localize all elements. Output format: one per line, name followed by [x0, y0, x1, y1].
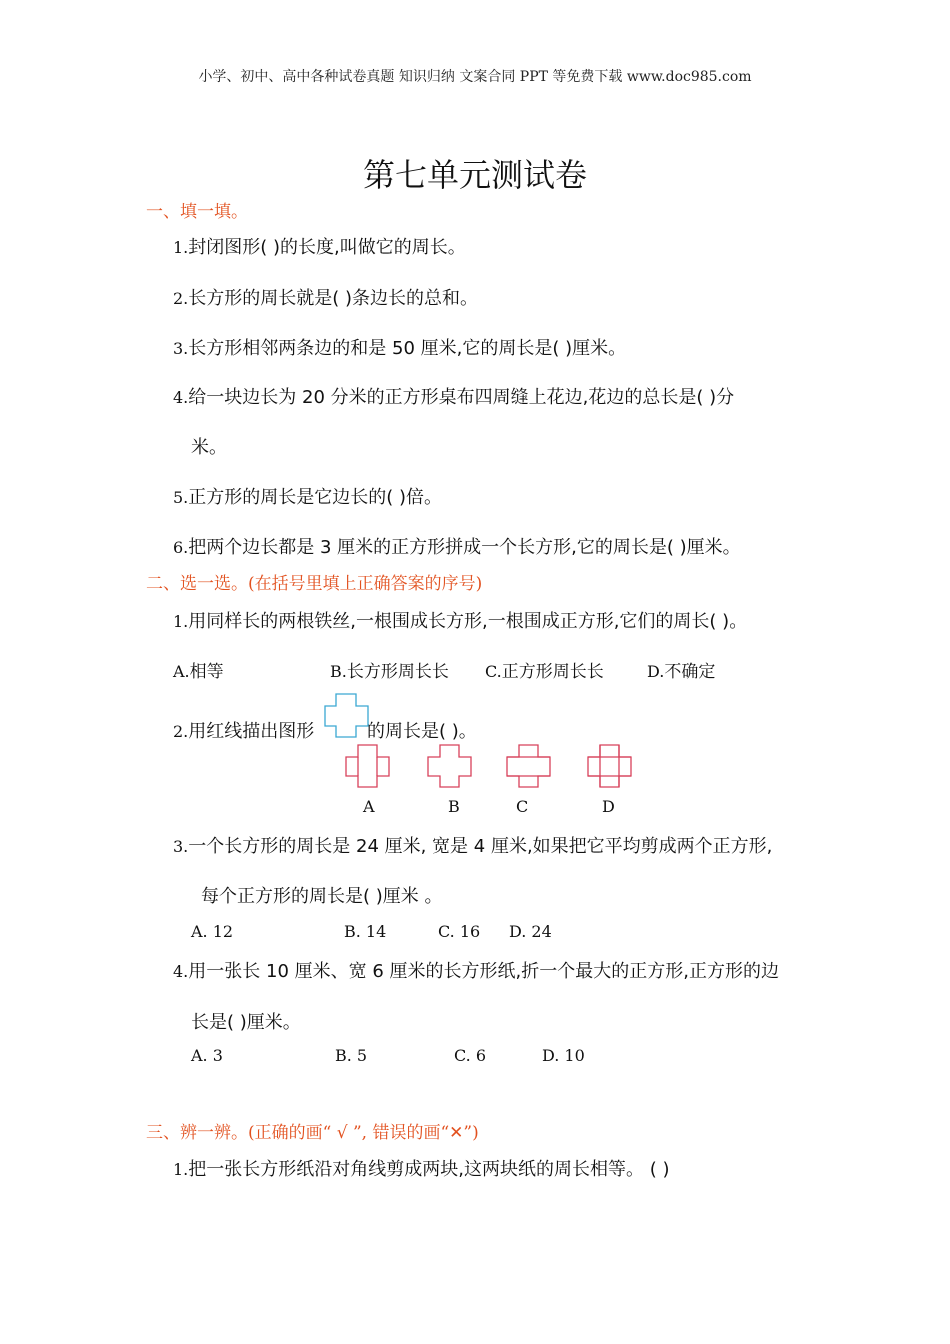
shape-label-b: B: [448, 797, 460, 816]
option-a-shape: [345, 744, 391, 788]
s2-question-3: [173, 832, 772, 858]
section-3-heading: 三、辨一辨。(正确的画“ √ ”, 错误的画“✕”): [146, 1123, 479, 1143]
s1-question-4-continued: 米。: [191, 437, 227, 458]
page-header-banner: 小学、初中、高中各种试卷真题 知识归纳 文案合同 PPT 等免费下载 www.doc985.com: [198, 69, 752, 85]
s1-question-4: [173, 383, 734, 409]
question-text: 长方形相邻两条边的和是 50 厘米,它的周长是( )厘米。: [188, 338, 627, 359]
question-text: 封闭图形( )的长度,叫做它的周长。: [188, 237, 466, 258]
option-text: 不确定: [664, 662, 716, 682]
question-text: 给一块边长为 20 分米的正方形桌布四周缝上花边,花边的总长是( )分: [188, 387, 735, 408]
question-text-before: 用红线描出图形: [188, 721, 315, 742]
question-number: 1.: [173, 238, 189, 257]
option-letter: C.: [485, 662, 502, 681]
option-text: 正方形周长长: [501, 662, 604, 682]
s2-question-2-end: 的周长是( )。: [367, 721, 477, 742]
option-letter: A.: [173, 662, 190, 681]
s2-q1-option-c: [485, 657, 604, 682]
shape-label-d: D: [602, 797, 615, 816]
question-text: 用同样长的两根铁丝,一根围成长方形,一根围成正方形,它们的周长( )。: [188, 611, 748, 632]
option-text: 长方形周长长: [346, 662, 449, 682]
question-text: 用一张长 10 厘米、宽 6 厘米的长方形纸,折一个最大的正方形,正方形的边: [188, 961, 779, 982]
s2-q1-option-b: [330, 657, 449, 682]
question-text: 长方形的周长就是( )条边长的总和。: [188, 288, 479, 309]
question-text: 把两个边长都是 3 厘米的正方形拼成一个长方形,它的周长是( )厘米。: [188, 537, 741, 558]
s2-question-1: [173, 607, 747, 633]
s2-question-4-continued: 长是( )厘米。: [191, 1012, 301, 1033]
s1-question-3: [173, 334, 626, 360]
question-number: 3.: [173, 339, 189, 358]
s1-question-1: [173, 233, 466, 259]
cross-shape-outline: [325, 694, 368, 737]
question-number: 2.: [173, 289, 189, 308]
s1-question-2: [173, 284, 478, 310]
s2-q3-option-a: A. 12: [191, 922, 234, 941]
question-number: 2.: [173, 722, 189, 741]
shape-label-c: C: [516, 797, 529, 816]
s1-question-5: [173, 483, 442, 509]
section-1-heading: 一、填一填。: [146, 202, 248, 222]
question-number: 5.: [173, 488, 189, 507]
option-d-shape: [587, 744, 633, 788]
option-c-shape: [506, 744, 552, 788]
s2-q3-option-c: C. 16: [438, 922, 481, 941]
s2-q4-option-d: D. 10: [542, 1046, 585, 1065]
question-number: 4.: [173, 962, 189, 981]
s2-q3-option-d: D. 24: [509, 922, 552, 941]
page-title: 第七单元测试卷: [362, 156, 587, 194]
question-text: 一个长方形的周长是 24 厘米, 宽是 4 厘米,如果把它平均剪成两个正方形,: [188, 836, 773, 857]
s2-question-3-continued: 每个正方形的周长是( )厘米 。: [201, 886, 443, 907]
s2-q1-option-a: [173, 657, 224, 682]
question-number: 4.: [173, 388, 189, 407]
s1-question-6: [173, 533, 741, 559]
question-text: 把一张长方形纸沿对角线剪成两块,这两块纸的周长相等。 ( ): [188, 1159, 670, 1180]
s2-q1-option-d: [647, 657, 715, 682]
s2-question-4: [173, 957, 779, 983]
s2-q4-option-a: A. 3: [191, 1046, 223, 1065]
section-2-heading: 二、选一选。(在括号里填上正确答案的序号): [146, 574, 483, 594]
question-number: 1.: [173, 612, 189, 631]
s3-question-1: [173, 1155, 669, 1181]
question-text: 正方形的周长是它边长的( )倍。: [188, 487, 443, 508]
question-number: 1.: [173, 1160, 189, 1179]
cross-shape-figure: [324, 693, 370, 739]
question-number: 3.: [173, 837, 189, 856]
s2-q3-option-b: B. 14: [344, 922, 387, 941]
option-letter: D.: [647, 662, 665, 681]
question-number: 6.: [173, 538, 189, 557]
option-letter: B.: [330, 662, 347, 681]
s2-question-2: [173, 717, 314, 743]
s2-q4-option-b: B. 5: [335, 1046, 368, 1065]
option-b-shape: [427, 744, 473, 788]
shape-label-a: A: [363, 797, 375, 816]
s2-q4-option-c: C. 6: [454, 1046, 487, 1065]
option-text: 相等: [189, 662, 224, 682]
